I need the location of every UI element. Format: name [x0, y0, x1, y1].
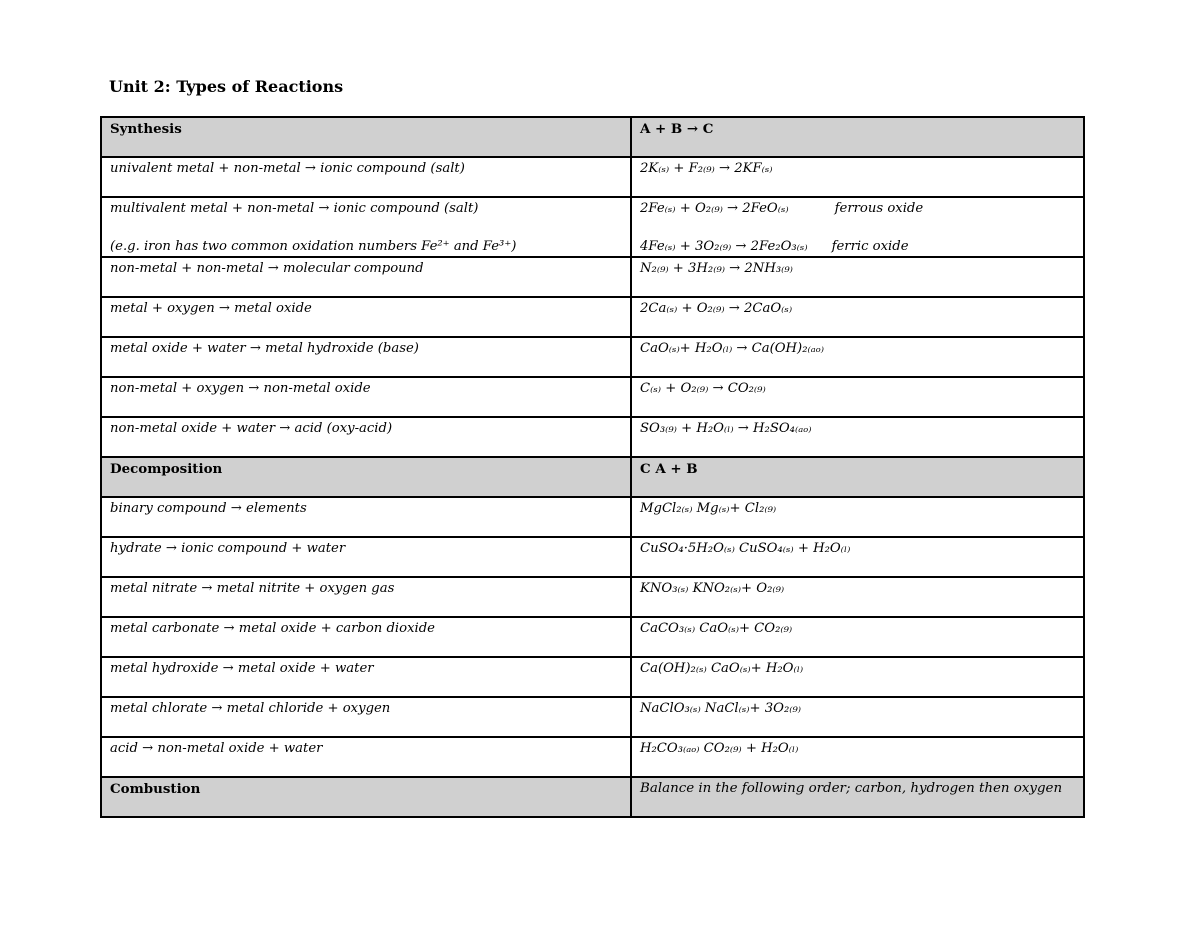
reaction-description: metal oxide + water → metal hydroxide (base) [101, 337, 631, 377]
reaction-description-cell [101, 197, 631, 257]
table-row [101, 337, 1084, 377]
balancing-note: Balance in the following order; carbon, hydrogen then oxygen [631, 777, 1084, 817]
table-row [101, 417, 1084, 457]
reaction-description: non-metal oxide + water → acid (oxy-acid) [101, 417, 631, 457]
section-label: Combustion [101, 777, 631, 817]
reaction-description: metal chlorate → metal chloride + oxygen [101, 697, 631, 737]
reaction-equation: 2K₍ₛ₎ + F₂₍₉₎ → 2KF₍ₛ₎ [631, 157, 1084, 197]
reaction-description: metal + oxygen → metal oxide [101, 297, 631, 337]
reaction-description: metal nitrate → metal nitrite + oxygen gas [101, 577, 631, 617]
reaction-equation: CaCO₃₍ₛ₎ CaO₍ₛ₎+ CO₂₍₉₎ [631, 617, 1084, 657]
reaction-description: multivalent metal + non-metal → ionic compound (salt) [110, 201, 479, 216]
reaction-description: non-metal + non-metal → molecular compound [101, 257, 631, 297]
table-row [101, 157, 1084, 197]
reaction-equation: Ca(OH)₂₍ₛ₎ CaO₍ₛ₎+ H₂O₍ₗ₎ [631, 657, 1084, 697]
reactions-table [100, 116, 1085, 818]
reaction-equation-cell [631, 197, 1084, 257]
section-label: Decomposition [101, 457, 631, 497]
table-row [101, 577, 1084, 617]
reaction-description: metal hydroxide → metal oxide + water [101, 657, 631, 697]
reaction-description: binary compound → elements [101, 497, 631, 537]
reaction-description: non-metal + oxygen → non-metal oxide [101, 377, 631, 417]
reaction-description: metal carbonate → metal oxide + carbon dioxide [101, 617, 631, 657]
product-name: ferric oxide [831, 239, 909, 254]
reaction-equation-line [640, 200, 1075, 218]
reaction-equation-line [640, 238, 1075, 256]
reaction-equation: 2Fe₍ₛ₎ + O₂₍₉₎ → 2FeO₍ₛ₎ [640, 201, 789, 216]
reaction-description: hydrate → ionic compound + water [101, 537, 631, 577]
general-formula: C A + B [631, 457, 1084, 497]
section-header-combustion [101, 777, 1084, 817]
reaction-equation: 2Ca₍ₛ₎ + O₂₍₉₎ → 2CaO₍ₛ₎ [631, 297, 1084, 337]
reaction-equation: KNO₃₍ₛ₎ KNO₂₍ₛ₎+ O₂₍₉₎ [631, 577, 1084, 617]
section-header-decomposition [101, 457, 1084, 497]
table-row [101, 197, 1084, 257]
table-row [101, 537, 1084, 577]
reaction-description: acid → non-metal oxide + water [101, 737, 631, 777]
reaction-equation: MgCl₂₍ₛ₎ Mg₍ₛ₎+ Cl₂₍₉₎ [631, 497, 1084, 537]
table-row [101, 297, 1084, 337]
reaction-equation: CaO₍ₛ₎+ H₂O₍ₗ₎ → Ca(OH)₂₍ₐₒ₎ [631, 337, 1084, 377]
reaction-equation: NaClO₃₍ₛ₎ NaCl₍ₛ₎+ 3O₂₍₉₎ [631, 697, 1084, 737]
section-label: Synthesis [101, 117, 631, 157]
section-header-synthesis [101, 117, 1084, 157]
reaction-note: (e.g. iron has two common oxidation numbers Fe²⁺ and Fe³⁺) [110, 239, 517, 254]
reaction-equation: N₂₍₉₎ + 3H₂₍₉₎ → 2NH₃₍₉₎ [631, 257, 1084, 297]
reaction-equation: 4Fe₍ₛ₎ + 3O₂₍₉₎ → 2Fe₂O₃₍ₛ₎ [640, 239, 808, 254]
table-row [101, 377, 1084, 417]
general-formula: A + B → C [631, 117, 1084, 157]
table-row [101, 497, 1084, 537]
table-row [101, 737, 1084, 777]
page-title: Unit 2: Types of Reactions [109, 77, 344, 96]
reaction-equation: CuSO₄·5H₂O₍ₛ₎ CuSO₄₍ₛ₎ + H₂O₍ₗ₎ [631, 537, 1084, 577]
table-row [101, 257, 1084, 297]
table-row [101, 617, 1084, 657]
reaction-equation: C₍ₛ₎ + O₂₍₉₎ → CO₂₍₉₎ [631, 377, 1084, 417]
reaction-equation: SO₃₍₉₎ + H₂O₍ₗ₎ → H₂SO₄₍ₐₒ₎ [631, 417, 1084, 457]
reaction-description: univalent metal + non-metal → ionic compound (salt) [101, 157, 631, 197]
table-row [101, 657, 1084, 697]
product-name: ferrous oxide [834, 201, 924, 216]
reaction-equation: H₂CO₃₍ₐₒ₎ CO₂₍₉₎ + H₂O₍ₗ₎ [631, 737, 1084, 777]
table-row [101, 697, 1084, 737]
